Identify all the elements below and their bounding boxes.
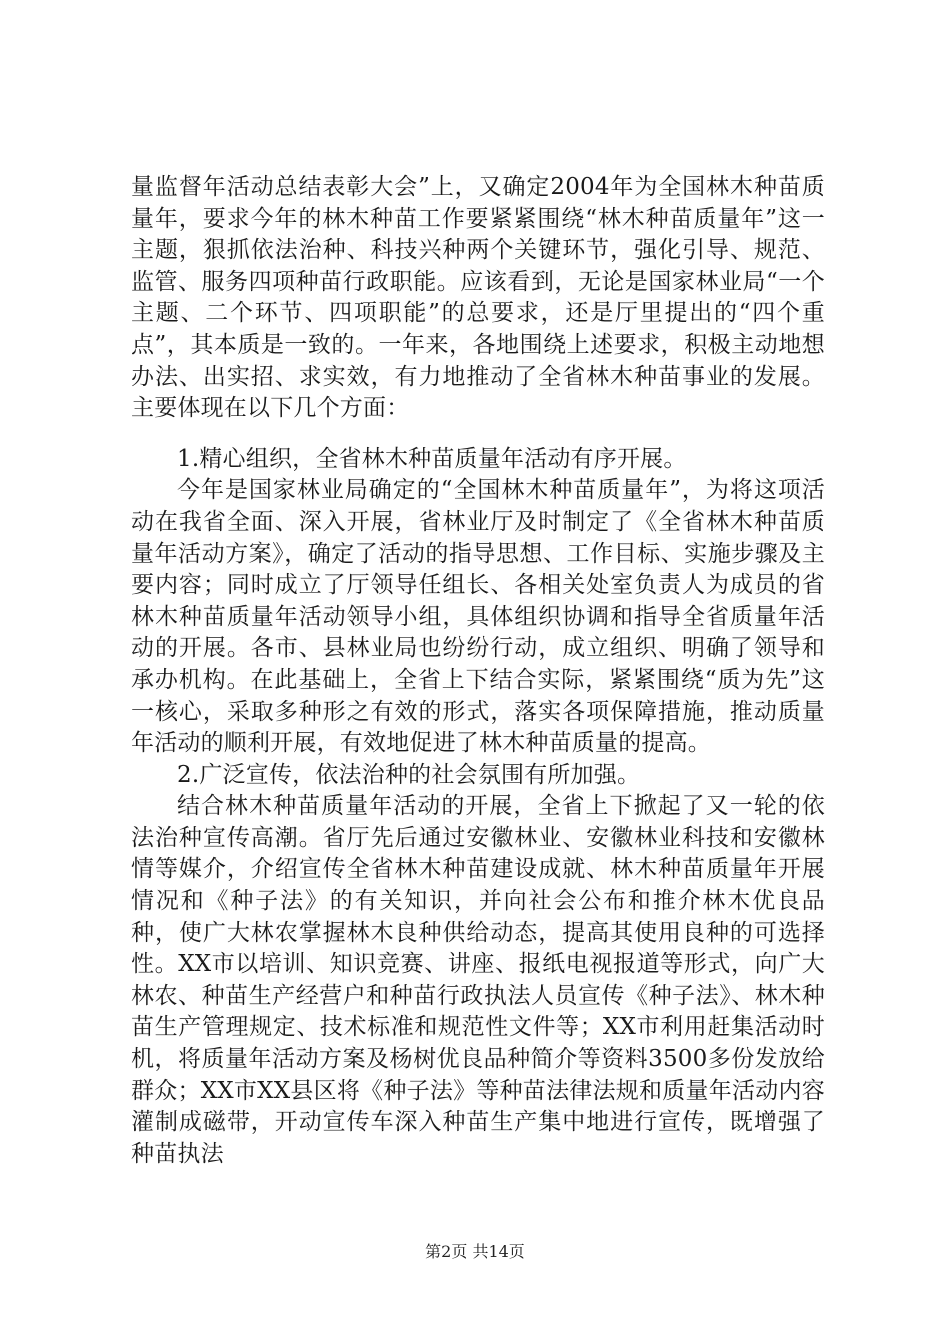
section-2-heading: 2.广泛宣传，依法治种的社会氛围有所加强。: [177, 761, 641, 788]
intro-paragraph: 量监督年活动总结表彰大会”上，又确定2004年为全国林木种苗质量年，要求今年的林木种苗工作要紧紧围绕“林木种苗质量年”这一主题，狠抓依法治种、科技兴种两个关键环节，强化引导、规范、监管、服务四项种苗行政职能。应该看到，无论是国家林业局“一个主题、二个环节、四项职能”的总要求，还是厅里提出的“四个重点”，其本质是一致的。一年来，各地围绕上述要求，积极主动地想办法、出实招、求实效，有力地推动了全省林木种苗事业的发展。主要体现在以下几个方面：: [131, 174, 825, 422]
page-number-footer: 第2页 共14页: [425, 1242, 525, 1261]
section-2-paragraph: 结合林木种苗质量年活动的开展，全省上下掀起了又一轮的依法治种宣传高潮。省厅先后通过安徽林业、安徽林业科技和安徽林情等媒介，介绍宣传全省林木种苗建设成就、林木种苗质量年开展情况和《种子法》的有关知识，并向社会公布和推介林木优良品种，使广大林农掌握林木良种供给动态，提高其使用良种的可选择性。XX市以培训、知识竞赛、讲座、报纸电视报道等形式，向广大林农、种苗生产经营户和种苗行政执法人员宣传《种子法》、林木种苗生产管理规定、技术标准和规范性文件等；XX市利用赶集活动时机，将质量年活动方案及杨树优良品种简介等资料3500多份发放给群众；XX市XX县区将《种子法》等种苗法律法规和质量年活动内容灌制成磁带，开动宣传车深入种苗生产集中地进行宣传，既增强了种苗执法: [131, 793, 825, 1167]
section-1-heading: 1.精心组织，全省林木种苗质量年活动有序开展。: [177, 445, 687, 472]
section-1-paragraph: 今年是国家林业局确定的“全国林木种苗质量年”，为将这项活动在我省全面、深入开展，省林业厅及时制定了《全省林木种苗质量年活动方案》，确定了活动的指导思想、工作目标、实施步骤及主要内容；同时成立了厅领导任组长、各相关处室负责人为成员的省林木种苗质量年活动领导小组，具体组织协调和指导全省质量年活动的开展。各市、县林业局也纷纷行动，成立组织、明确了领导和承办机构。在此基础上，全省上下结合实际，紧紧围绕“质为先”这一核心，采取多种形之有效的形式，落实各项保障措施，推动质量年活动的顺利开展，有效地促进了林木种苗质量的提高。: [131, 477, 825, 757]
document-body: [131, 172, 825, 1170]
paragraph-gap: [131, 425, 825, 444]
